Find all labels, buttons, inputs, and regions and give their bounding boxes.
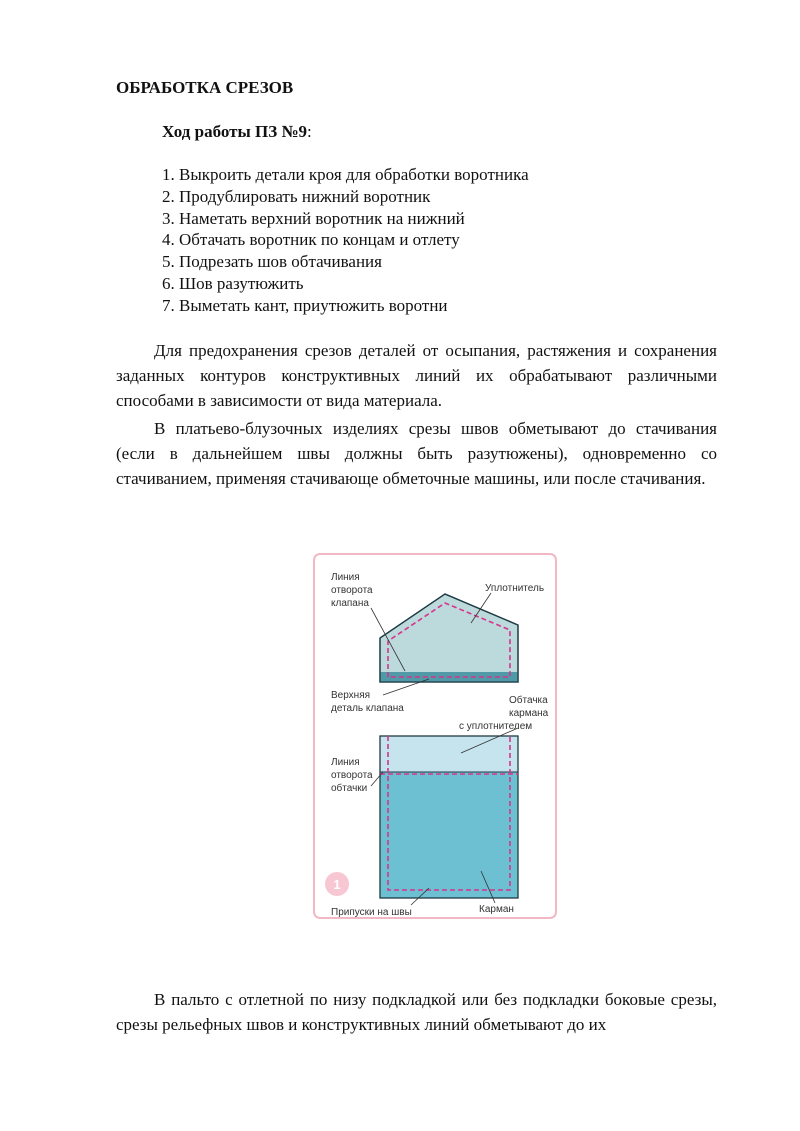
step-item: 3. Наметать верхний воротник на нижний	[162, 208, 465, 228]
paragraph-1: Для предохранения срезов деталей от осыпания, растяжения и сохранения заданных контуров конструктивных линий их обрабатывают различными способами в зависимости от вида материала.	[116, 341, 717, 410]
label-facing-line-1: Линия	[331, 757, 360, 768]
label-facing-2: кармана	[509, 708, 549, 719]
pocket-shape	[380, 772, 518, 898]
step-item: 4. Обтачать воротник по концам и отлету	[162, 230, 460, 250]
work-subtitle	[162, 122, 312, 142]
label-facing-line-2: отворота	[331, 770, 373, 781]
subtitle-bold: Ход работы ПЗ №9	[162, 122, 308, 141]
label-interlining: Уплотнитель	[485, 583, 545, 594]
step-item: 7. Выметать кант, приутюжить воротни	[162, 295, 448, 315]
label-flap-top-1: Верхняя	[331, 690, 371, 701]
label-flap-top-2: деталь клапана	[331, 703, 404, 714]
label-facing-line-3: обтачки	[331, 783, 368, 794]
label-flap-line-3: клапана	[331, 598, 369, 609]
pocket-figure	[313, 553, 557, 919]
label-flap-line-2: отворота	[331, 585, 373, 596]
step-item: 5. Подрезать шов обтачивания	[162, 252, 382, 272]
subtitle-suffix: :	[307, 122, 312, 141]
figure-number: 1	[333, 877, 341, 892]
paragraph-2: В платьево-блузочных изделиях срезы швов обметывают до стачивания (если в дальнейшем швы должны быть разутюжены), одновременно со стачиванием, применяя стачивающе обметочные машины, или после стачивания.	[116, 419, 717, 488]
step-item: 6. Шов разутюжить	[162, 273, 304, 293]
label-flap-line-1: Линия	[331, 572, 360, 583]
label-pocket: Карман	[479, 904, 514, 915]
label-facing-1: Обтачка	[509, 695, 548, 706]
facing-shape	[380, 736, 518, 772]
pocket-diagram	[313, 553, 557, 919]
step-item: 2. Продублировать нижний воротник	[162, 186, 431, 206]
steps-list	[162, 164, 529, 317]
label-facing-3: с уплотнителем	[459, 721, 533, 732]
document-title: ОБРАБОТКА СРЕЗОВ	[116, 78, 294, 97]
step-item: 1. Выкроить детали кроя для обработки воротника	[162, 165, 529, 184]
paragraph-3: В пальто с отлетной по низу подкладкой или без подкладки боковые срезы, срезы рельефных швов и конструктивных линий обметывают до их	[116, 990, 717, 1034]
label-seam-allowance: Припуски на швы	[331, 907, 412, 918]
